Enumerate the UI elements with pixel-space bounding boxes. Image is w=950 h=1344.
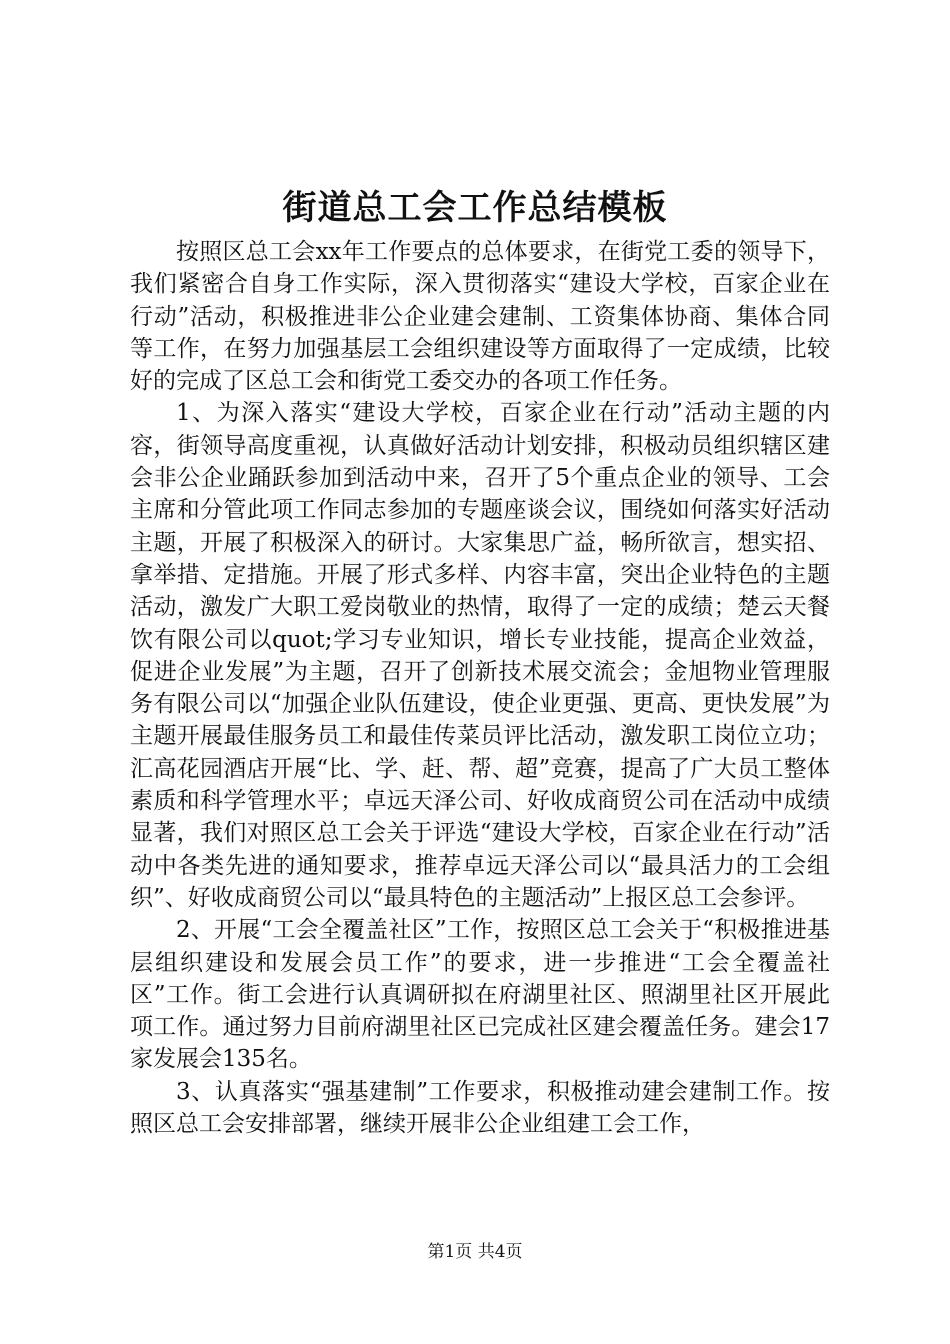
page-indicator: 第1页 共4页 bbox=[427, 1242, 523, 1262]
document-body bbox=[130, 236, 830, 1140]
paragraph-item-3: 3、认真落实“强基建制”工作要求，积极推动建会建制工作。按照区总工会安排部署，继续开展非公企业组建工会工作， bbox=[130, 1078, 830, 1138]
document-title: 街道总工会工作总结模板 bbox=[282, 188, 668, 228]
paragraph-item-1: 1、为深入落实“建设大学校，百家企业在行动”活动主题的内容，街领导高度重视，认真做好活动计划安排，积极动员组织辖区建会非公企业踊跃参加到活动中来，召开了5个重点企业的领导、工会主席和分管此项工作同志参加的专题座谈会议，围绕如何落实好活动主题，开展了积极深入的研讨。大家集思广益，畅所欲言，想实招、拿举措、定措施。开展了形式多样、内容丰富，突出企业特色的主题活动，激发广大职工爱岗敬业的热情，取得了一定的成绩；楚云天餐饮有限公司以quot;学习专业知识，增长专业技能，提高企业效益，促进企业发展”为主题，召开了创新技术展交流会；金旭物业管理服务有限公司以“加强企业队伍建设，使企业更强、更高、更快发展”为主题开展最佳服务员工和最佳传菜员评比活动，激发职工岗位立功；汇高花园酒店开展“比、学、赶、帮、超”竞赛，提高了广大员工整体素质和科学管理水平；卓远天泽公司、好收成商贸公司在活动中成绩显著，我们对照区总工会关于评选“建设大学校，百家企业在行动”活动中各类先进的通知要求，推荐卓远天泽公司以“最具活力的工会组织”、好收成商贸公司以“最具特色的主题活动”上报区总工会参评。 bbox=[130, 400, 830, 911]
page-footer bbox=[0, 1240, 950, 1264]
paragraph-intro: 按照区总工会xx年工作要点的总体要求，在街党工委的领导下，我们紧密合自身工作实际，深入贯彻落实“建设大学校，百家企业在行动”活动，积极推进非公企业建会建制、工资集体协商、集体合同等工作，在努力加强基层工会组织建设等方面取得了一定成绩，比较好的完成了区总工会和街党工委交办的各项工作任务。 bbox=[130, 239, 830, 395]
paragraph-item-2: 2、开展“工会全覆盖社区”工作，按照区总工会关于“积极推进基层组织建设和发展会员工作”的要求，进一步推进“工会全覆盖社区”工作。街工会进行认真调研拟在府湖里社区、照湖里社区开展此项工作。通过努力目前府湖里社区已完成社区建会覆盖任务。建会17家发展会135名。 bbox=[130, 917, 830, 1073]
